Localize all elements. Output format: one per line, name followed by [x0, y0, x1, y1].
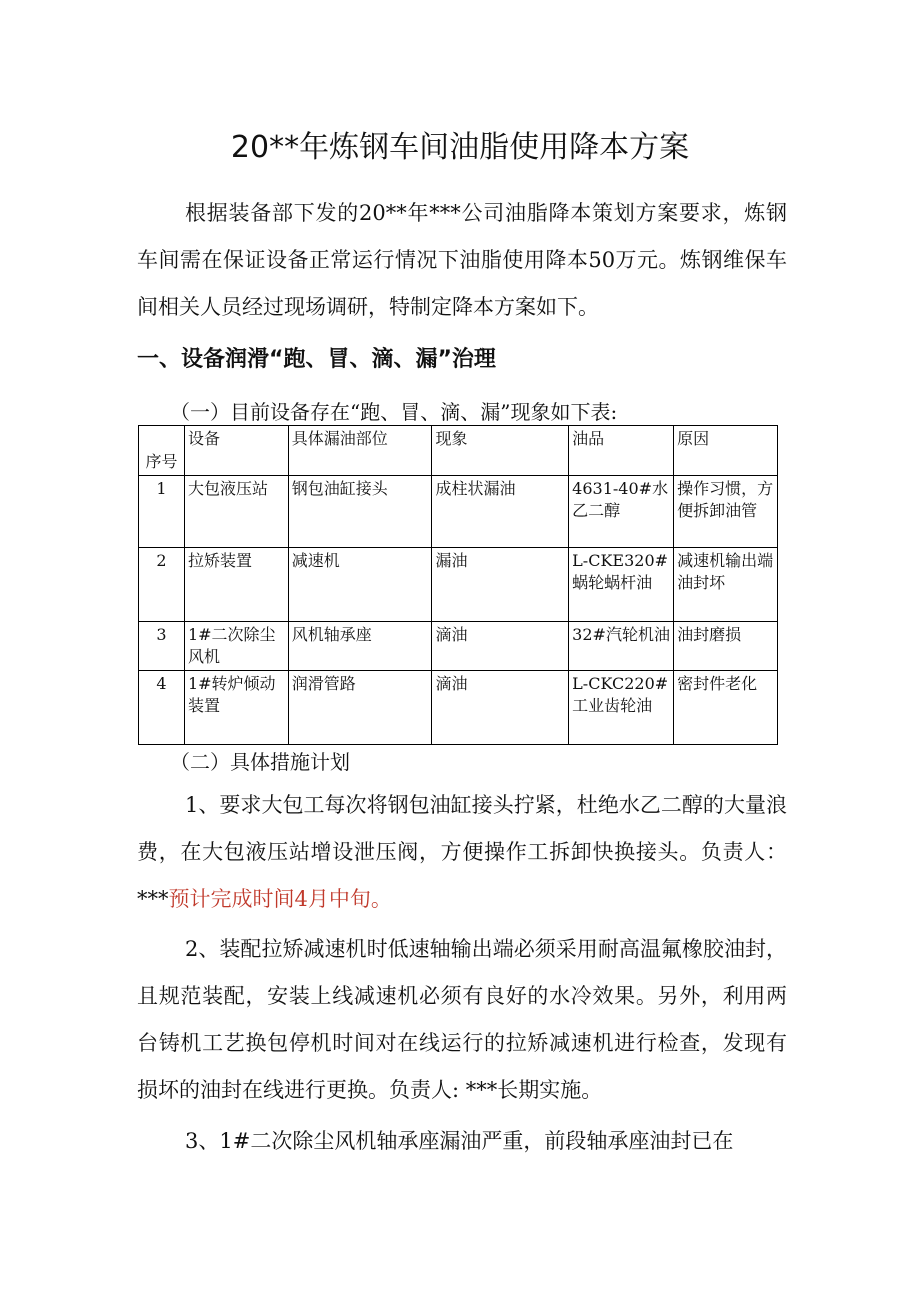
table-row — [139, 622, 778, 671]
cell-seq: 3 — [139, 622, 185, 671]
header-reason: 原因 — [674, 426, 778, 476]
cell-device: 拉矫装置 — [184, 548, 288, 622]
cell-reason: 密封件老化 — [674, 671, 778, 745]
cell-device: 1#二次除尘风机 — [184, 622, 288, 671]
table-row — [139, 671, 778, 745]
cell-reason: 油封磨损 — [674, 622, 778, 671]
measure-item-1-deadline: 预计完成时间4月中旬。 — [168, 887, 392, 911]
cell-location: 减速机 — [288, 548, 432, 622]
section-heading-1: 一、设备润滑“跑、冒、滴、漏”治理 — [137, 347, 496, 372]
header-seq: 序号 — [139, 426, 185, 476]
cell-oil: 32#汽轮机油 — [569, 622, 674, 671]
header-oil: 油品 — [569, 426, 674, 476]
cell-device: 大包液压站 — [184, 476, 288, 548]
cell-device: 1#转炉倾动装置 — [184, 671, 288, 745]
header-phenomenon: 现象 — [432, 426, 569, 476]
measure-item-2: 2、装配拉矫减速机时低速轴输出端必须采用耐高温氟橡胶油封，且规范装配，安装上线减速机必须有良好的水冷效果。另外，利用两台铸机工艺换包停机时间对在线运行的拉矫减速机进行检查，发现有损坏的油封在线进行更换。负责人: ***长期实施。 — [137, 937, 787, 1102]
header-location: 具体漏油部位 — [288, 426, 432, 476]
table-row — [139, 476, 778, 548]
cell-phenomenon: 成柱状漏油 — [432, 476, 569, 548]
cell-location: 润滑管路 — [288, 671, 432, 745]
table-header-row — [139, 426, 778, 476]
cell-phenomenon: 漏油 — [432, 548, 569, 622]
cell-location: 钢包油缸接头 — [288, 476, 432, 548]
cell-phenomenon: 滴油 — [432, 671, 569, 745]
document-title: 20**年炼钢车间油脂使用降本方案 — [230, 130, 690, 165]
subsection-heading-1: （一）目前设备存在“跑、冒、滴、漏”现象如下表: — [170, 400, 618, 424]
leak-table — [138, 425, 778, 745]
subsection-heading-2: （二）具体措施计划 — [170, 750, 350, 774]
measure-item-1-text: 1、要求大包工每次将钢包油缸接头拧紧，杜绝水乙二醇的大量浪费，在大包液压站增设泄压阀，方便操作工拆卸快换接头。负责人：*** — [137, 793, 787, 911]
cell-seq: 2 — [139, 548, 185, 622]
header-device: 设备 — [184, 426, 288, 476]
cell-oil: L-CKE320#蜗轮蜗杆油 — [569, 548, 674, 622]
cell-phenomenon: 滴油 — [432, 622, 569, 671]
cell-reason: 操作习惯，方便拆卸油管 — [674, 476, 778, 548]
cell-seq: 1 — [139, 476, 185, 548]
cell-oil: 4631-40#水乙二醇 — [569, 476, 674, 548]
cell-reason: 减速机输出端油封坏 — [674, 548, 778, 622]
table-row — [139, 548, 778, 622]
intro-paragraph: 根据装备部下发的20**年***公司油脂降本策划方案要求，炼钢车间需在保证设备正常运行情况下油脂使用降本50万元。炼钢维保车间相关人员经过现场调研，特制定降本方案如下。 — [137, 201, 787, 319]
cell-location: 风机轴承座 — [288, 622, 432, 671]
cell-oil: L-CKC220#工业齿轮油 — [569, 671, 674, 745]
cell-seq: 4 — [139, 671, 185, 745]
measure-item-3: 3、1#二次除尘风机轴承座漏油严重，前段轴承座油封已在 — [185, 1129, 734, 1153]
measure-item-1 — [137, 782, 787, 923]
